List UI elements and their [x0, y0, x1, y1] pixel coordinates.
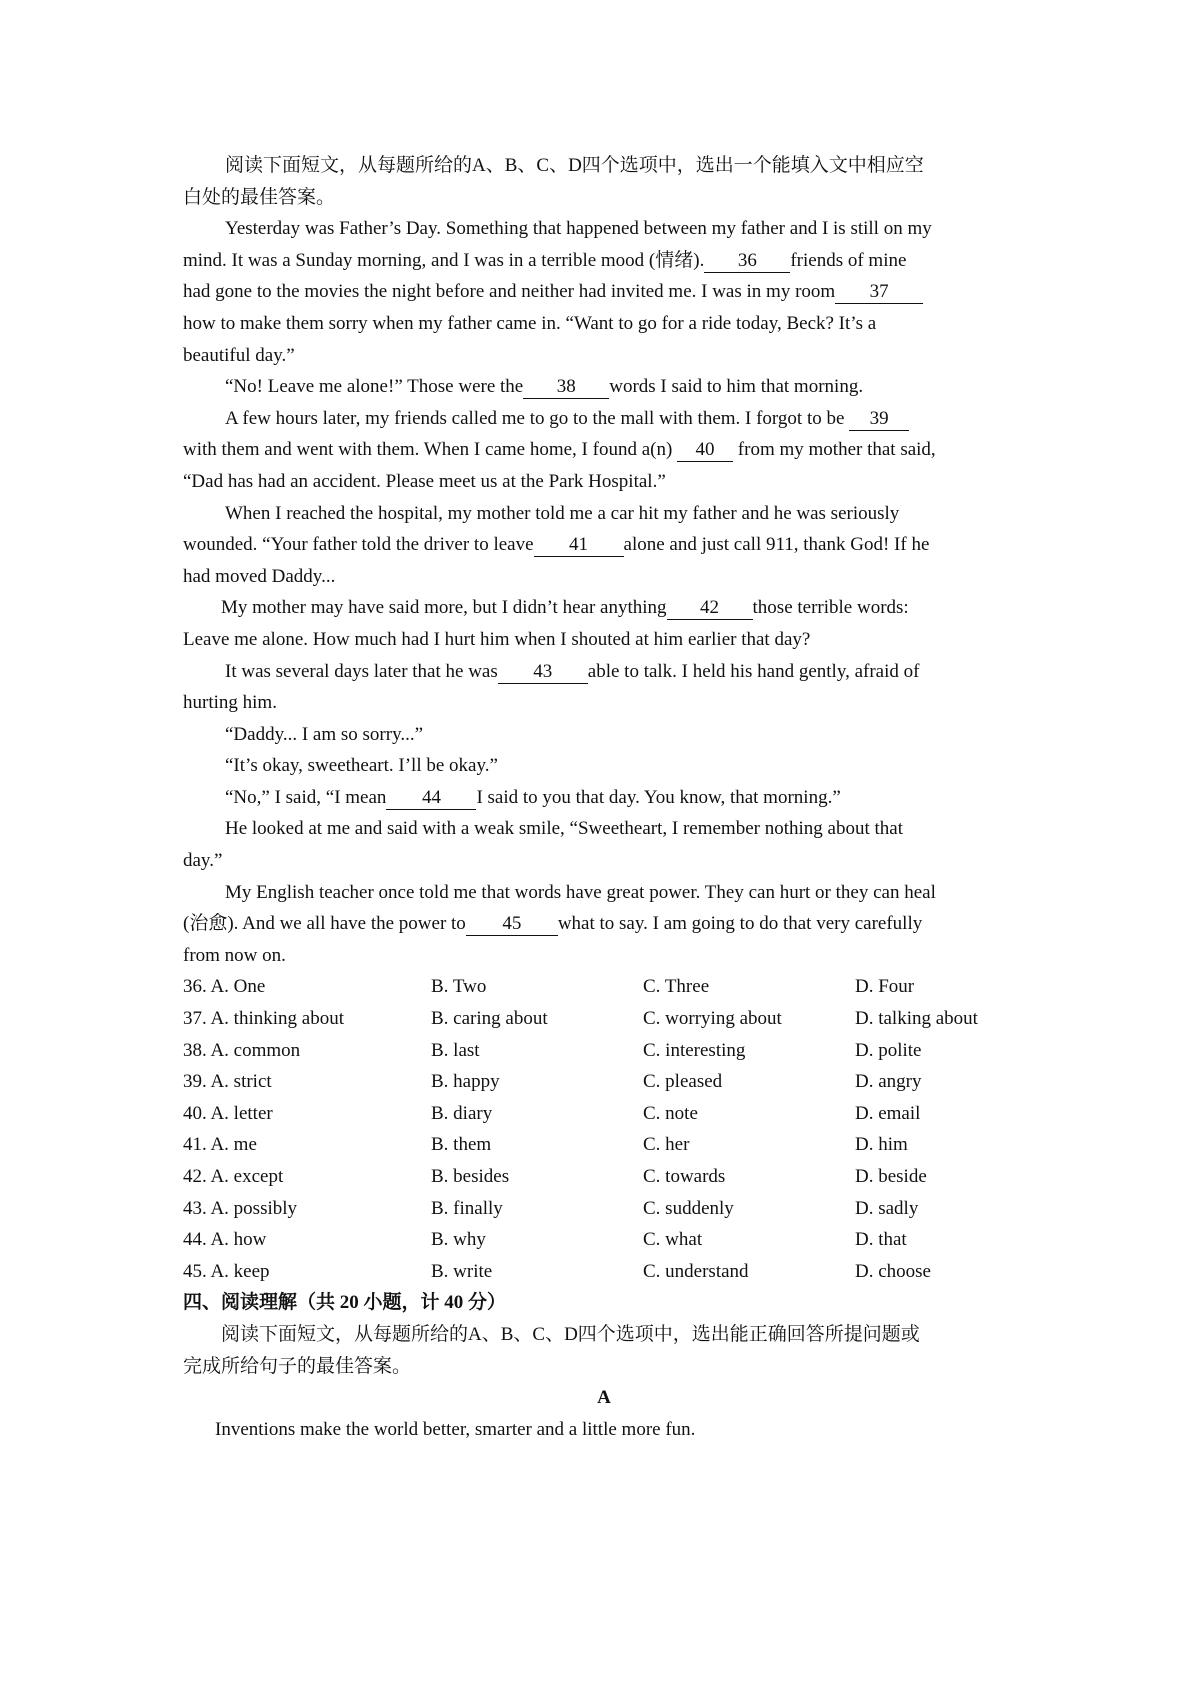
option-43b: B. finally	[431, 1197, 503, 1219]
cloze-paragraph: “Daddy... I am so sorry...”	[225, 723, 424, 745]
option-43c: C. suddenly	[643, 1197, 734, 1219]
option-38a: 38. A. common	[183, 1039, 301, 1061]
option-39a: 39. A. strict	[183, 1071, 272, 1093]
option-37d: D. talking about	[855, 1008, 978, 1030]
option-38c: C. interesting	[643, 1039, 746, 1061]
option-44c: C. what	[643, 1229, 703, 1251]
option-40a: 40. A. letter	[183, 1102, 273, 1124]
option-43a: 43. A. possibly	[183, 1197, 298, 1219]
cloze-paragraph: My mother may have said more, but I didn’t hear anything 42 those terrible words: Leave me alone. How much had I hurt him when I shouted at him earlier that day?	[183, 597, 909, 650]
option-43d: D. sadly	[855, 1197, 919, 1219]
blank-44: 44	[386, 787, 476, 810]
option-37c: C. worrying about	[643, 1008, 782, 1030]
passage-first-line: Inventions make the world better, smarter and a little more fun.	[215, 1418, 696, 1440]
option-37b: B. caring about	[431, 1008, 548, 1030]
option-37a: 37. A. thinking about	[183, 1008, 344, 1030]
cloze-paragraph: “No,” I said, “I mean 44 I said to you that day. You know, that morning.”	[225, 786, 841, 808]
option-44d: D. that	[855, 1229, 907, 1251]
cloze-paragraph: My English teacher once told me that words have great power. They can hurt or they can heal (治愈). And we all have the power to 45 what to say. I am going to do that very carefully from now on.	[183, 881, 936, 966]
cloze-paragraph: He looked at me and said with a weak smile, “Sweetheart, I remember nothing about that day.”	[183, 818, 903, 872]
option-39b: B. happy	[431, 1071, 500, 1093]
section-title: 四、阅读理解（共 20 小题，计 40 分）	[183, 1292, 507, 1314]
blank-43: 43	[498, 661, 588, 684]
option-40b: B. diary	[431, 1102, 493, 1124]
passage-label: A	[597, 1387, 611, 1409]
option-42b: B. besides	[431, 1166, 510, 1187]
option-38d: D. polite	[855, 1039, 922, 1061]
option-39d: D. angry	[855, 1071, 922, 1093]
option-45d: D. choose	[855, 1260, 931, 1282]
blank-40: 40	[677, 439, 733, 462]
option-44a: 44. A. how	[183, 1229, 267, 1251]
option-45a: 45. A. keep	[183, 1260, 270, 1282]
option-42a: 42. A. except	[183, 1166, 284, 1187]
option-41a: 41. A. me	[183, 1134, 257, 1156]
blank-37: 37	[835, 281, 923, 304]
option-41d: D. him	[855, 1134, 908, 1156]
option-41b: B. them	[431, 1134, 492, 1156]
cloze-paragraph: Yesterday was Father’s Day. Something that happened between my father and I is still on my mind. It was a Sunday morning, and I was in a terrible mood (情绪). 36 friends of mine had gone to the movies the night before and neither had invited me. I was in my room 37 how to make them sorry when my father came in. “Want to go for a ride today, Beck? It’s a beautiful day.”	[183, 218, 932, 366]
blank-41: 41	[534, 534, 624, 557]
blank-36: 36	[704, 250, 790, 273]
cloze-paragraph: When I reached the hospital, my mother told me a car hit my father and he was seriously wounded. “Your father told the driver to leave 41 alone and just call 911, thank God! If he had moved Daddy...	[183, 502, 930, 587]
option-42c: C. towards	[643, 1166, 726, 1187]
blank-45: 45	[466, 913, 558, 936]
exam-page	[183, 150, 1025, 1445]
option-36c: C. Three	[643, 976, 710, 998]
blank-42: 42	[667, 597, 753, 620]
option-41c: C. her	[643, 1134, 690, 1156]
option-42d: D. beside	[855, 1166, 927, 1187]
cloze-instruction: 阅读下面短文，从每题所给的A、B、C、D四个选项中，选出一个能填入文中相应空 白处的最佳答案。	[183, 155, 924, 208]
reading-instruction: 阅读下面短文，从每题所给的A、B、C、D四个选项中，选出能正确回答所提问题或 完成所给句子的最佳答案。	[183, 1323, 920, 1377]
cloze-paragraph: It was several days later that he was 43 able to talk. I held his hand gently, afraid of hurting him.	[183, 660, 920, 714]
option-40c: C. note	[643, 1102, 698, 1124]
option-36a: 36. A. One	[183, 976, 266, 998]
cloze-paragraph: “No! Leave me alone!” Those were the 38 words I said to him that morning.	[225, 376, 864, 398]
option-36d: D. Four	[855, 976, 915, 998]
blank-38: 38	[523, 376, 609, 399]
cloze-paragraph: A few hours later, my friends called me to go to the mall with them. I forgot to be 39 with them and went with them. When I came home, I found a(n) 40 from my mother that said, “Dad has had an accident. Please meet us at the Park Hospital.”	[183, 407, 936, 492]
option-45b: B. write	[431, 1260, 493, 1282]
option-40d: D. email	[855, 1102, 921, 1124]
cloze-paragraph: “It’s okay, sweetheart. I’ll be okay.”	[225, 755, 498, 777]
option-36b: B. Two	[431, 976, 487, 998]
option-44b: B. why	[431, 1229, 486, 1251]
option-45c: C. understand	[643, 1260, 749, 1282]
option-39c: C. pleased	[643, 1071, 723, 1093]
option-38b: B. last	[431, 1039, 480, 1061]
blank-39: 39	[849, 408, 909, 431]
answer-options	[183, 971, 1025, 1287]
